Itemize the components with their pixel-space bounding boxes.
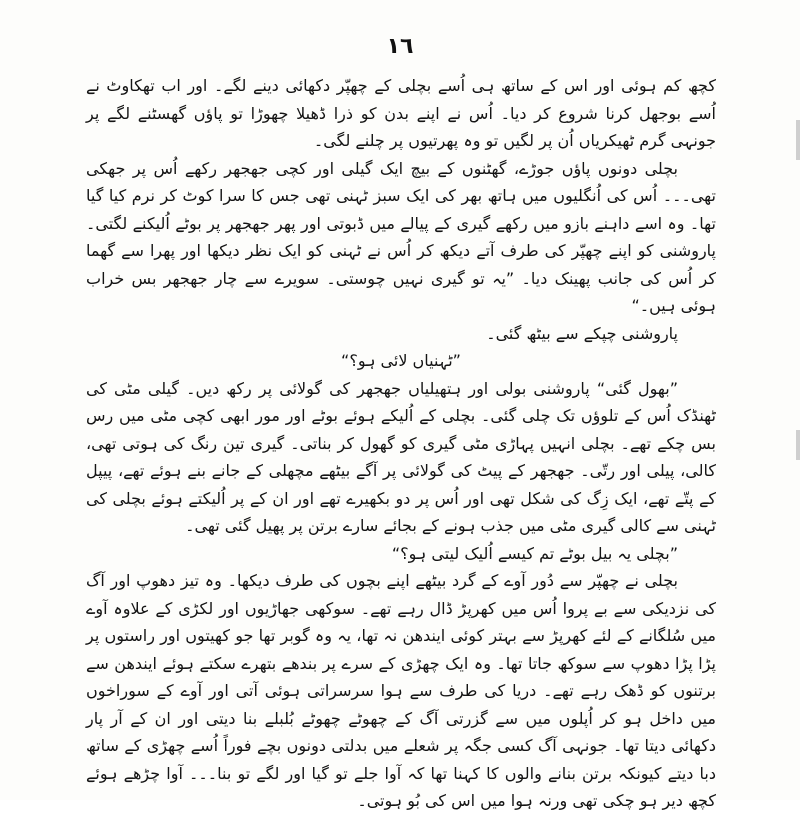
paragraph: کچھ کم ہوئی اور اس کے ساتھ ہی اُسے بچلی کے چھپّر دکھائی دینے لگے۔ اور اب تھکاوٹ نے اُسے بوجھل کرنا شروع کر دیا۔ اُس نے اپنے بدن کو ذرا ڈھیلا چھوڑا تو پاؤں گھسٹنے لگے پر جونہی گرم ٹھیکریاں اُن پر لگیں تو وہ پھرتیوں پر چلنے لگی۔ — [86, 76, 716, 150]
page-number: ١٦ — [386, 34, 414, 59]
paragraph: بچلی دونوں پاؤں جوڑے، گھٹنوں کے بیچ ایک گیلی اور کچی جھجھر رکھے اُس پر جھکی تھی۔۔۔ اُس کی اُنگلیوں میں ہاتھ بھر کی ایک سبز ٹہنی تھی جس کا سرا کوٹ کر نرم کیا گیا تھا۔ وہ اسے داہنے بازو میں رکھے گیری کے پیالے میں ڈبوتی اور پھر جھجھر پر بوٹے اُلیکنے لگتی۔ پاروشنی کو اپنے چھپّر کی طرف آتے دیکھ کر اُس نے ٹہنی کو ایک نظر دیکھا اور پھرا سے گھما کر اُس کی جانب پھینک دیا۔ ”یہ تو گیری نہیں چوستی۔ سویرے سے چار جھجھر بس خراب ہوئی ہیں۔“ — [86, 158, 716, 315]
page-body-text — [86, 72, 716, 815]
dialogue-line: ”بچلی یہ بیل بوٹے تم کیسے اُلیک لیتی ہو؟“ — [391, 543, 678, 563]
paragraph: ”بھول گئی“ پاروشنی بولی اور ہتھیلیاں جھجھر کی گولائی پر رکھ دیں۔ گیلی مٹی کی ٹھنڈک اُس کے تلوؤں تک چلی گئی۔ بچلی کے اُلیکے ہوئے بوٹے اور مور ابھی کچی مٹی میں رس بس چکے تھے۔ بچلی انہیں پہاڑی مٹی گیری کو گھول کر بناتی۔ گیری تین رنگ کی ہوتی تھی، کالی، پیلی اور رتّی۔ جھجھر کے پیٹ کی گولائی پر آگے بیٹھے مچھلی کے جانے بنے ہوئے تھے، پیپل کے پتّے تھے، ایک زِگ کی شکل تھی اور اُس پر دو بکھیرے تھے اور ان کے پر اُلیکتے ہوئے بچلی کی ٹہنی سے کالی گیری مٹی میں جذب ہونے کے بجائے سارے برتن پر پھیل گئی تھی۔ — [86, 378, 717, 535]
paragraph: بچلی نے چھپّر سے دُور آوے کے گرد بیٹھے اپنے بچوں کی طرف دیکھا۔ وہ تیز دھوپ اور آگ کی نزدیکی سے بے پروا اُس میں کھرپڑ ڈال رہے تھے۔ سوکھی جھاڑیوں اور لکڑی کے علاوہ آوے میں سُلگانے کے لئے کھرپڑ سے بہتر کوئی ایندھن نہ تھا، یہ وہ گوبر تھا جو کھیتوں اور راستوں پر پڑا پڑا دھوپ سے سوکھ جاتا تھا۔ وہ ایک چھڑی کے سرے پر بندھے بتھرے سکتے ہوئے ایندھن سے برتنوں کو ڈھک رہے تھے۔ دریا کی طرف سے ہوا سرسراتی ہوئی آتی اور آوے کے سوراخوں میں داخل ہو کر اُپلوں میں سے گزرتی آگ کے چھوٹے چھوٹے بُلبلے بنا دیتی اور ان کے آر پار دکھائی دیتا تھا۔ جونہی آگ کسی جگہ پر شعلے میں بدلتی دونوں بچے فوراً اُسے چھڑی کے ساتھ دبا دیتے کیونکہ برتن بنانے والوں کا کہنا تھا کہ آوا جلے تو گیا اور لگے تو بنا۔۔۔ آوا چڑھے ہوئے کچھ دیر ہو چکی تھی ورنہ ہوا میں اس کی بُو ہوتی۔ — [86, 571, 716, 810]
paragraph: پاروشنی چپکے سے بیٹھ گئی۔ — [486, 323, 678, 343]
dialogue-line: ”ٹہنیاں لائی ہو؟“ — [341, 351, 461, 370]
page-edge-shadow — [796, 120, 800, 160]
page-edge-shadow — [796, 430, 800, 460]
